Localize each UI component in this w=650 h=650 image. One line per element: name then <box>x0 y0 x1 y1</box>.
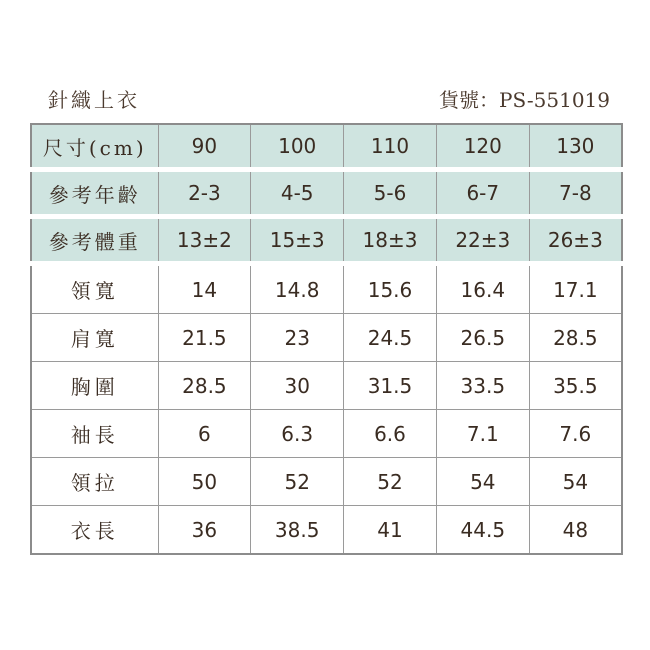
table-cell: 41 <box>344 506 437 555</box>
row-label: 尺寸(cm) <box>31 124 158 170</box>
table-row <box>31 458 622 506</box>
table-cell: 50 <box>158 458 251 506</box>
table-cell: 22±3 <box>436 217 529 264</box>
table-cell: 24.5 <box>344 314 437 362</box>
table-cell: 15±3 <box>251 217 344 264</box>
table-cell: 18±3 <box>344 217 437 264</box>
table-cell: 90 <box>158 124 251 170</box>
table-cell: 120 <box>436 124 529 170</box>
table-row <box>31 314 622 362</box>
table-cell: 52 <box>251 458 344 506</box>
table-header-row <box>31 217 622 264</box>
table-cell: 38.5 <box>251 506 344 555</box>
row-label: 肩寬 <box>31 314 158 362</box>
page-header <box>30 84 620 116</box>
table-cell: 26±3 <box>529 217 622 264</box>
row-label: 衣長 <box>31 506 158 555</box>
table-cell: 54 <box>529 458 622 506</box>
product-title: 針織上衣 <box>48 88 140 112</box>
table-cell: 48 <box>529 506 622 555</box>
table-cell: 44.5 <box>436 506 529 555</box>
table-cell: 6.3 <box>251 410 344 458</box>
table-cell: 130 <box>529 124 622 170</box>
table-cell: 14.8 <box>251 264 344 314</box>
table-row <box>31 410 622 458</box>
table-cell: 4-5 <box>251 170 344 217</box>
table-cell: 33.5 <box>436 362 529 410</box>
table-cell: 36 <box>158 506 251 555</box>
table-cell: 6 <box>158 410 251 458</box>
item-code: 貨號：PS-551019 <box>439 88 610 112</box>
table-cell: 7-8 <box>529 170 622 217</box>
table-row <box>31 264 622 314</box>
table-cell: 2-3 <box>158 170 251 217</box>
row-label: 參考體重 <box>31 217 158 264</box>
table-cell: 28.5 <box>529 314 622 362</box>
table-cell: 31.5 <box>344 362 437 410</box>
table-cell: 5-6 <box>344 170 437 217</box>
table-row <box>31 362 622 410</box>
table-cell: 23 <box>251 314 344 362</box>
table-cell: 6.6 <box>344 410 437 458</box>
row-label: 參考年齡 <box>31 170 158 217</box>
table-header-row <box>31 170 622 217</box>
table-cell: 14 <box>158 264 251 314</box>
table-cell: 7.6 <box>529 410 622 458</box>
table-cell: 16.4 <box>436 264 529 314</box>
table-cell: 26.5 <box>436 314 529 362</box>
table-cell: 6-7 <box>436 170 529 217</box>
table-cell: 30 <box>251 362 344 410</box>
table-cell: 7.1 <box>436 410 529 458</box>
table-cell: 15.6 <box>344 264 437 314</box>
table-cell: 100 <box>251 124 344 170</box>
row-label: 領寬 <box>31 264 158 314</box>
size-table <box>30 123 623 555</box>
table-header-row <box>31 124 622 170</box>
table-cell: 52 <box>344 458 437 506</box>
row-label: 領拉 <box>31 458 158 506</box>
row-label: 袖長 <box>31 410 158 458</box>
table-cell: 54 <box>436 458 529 506</box>
row-label: 胸圍 <box>31 362 158 410</box>
table-cell: 28.5 <box>158 362 251 410</box>
table-cell: 13±2 <box>158 217 251 264</box>
table-cell: 17.1 <box>529 264 622 314</box>
table-cell: 35.5 <box>529 362 622 410</box>
table-cell: 110 <box>344 124 437 170</box>
table-row <box>31 506 622 555</box>
table-cell: 21.5 <box>158 314 251 362</box>
